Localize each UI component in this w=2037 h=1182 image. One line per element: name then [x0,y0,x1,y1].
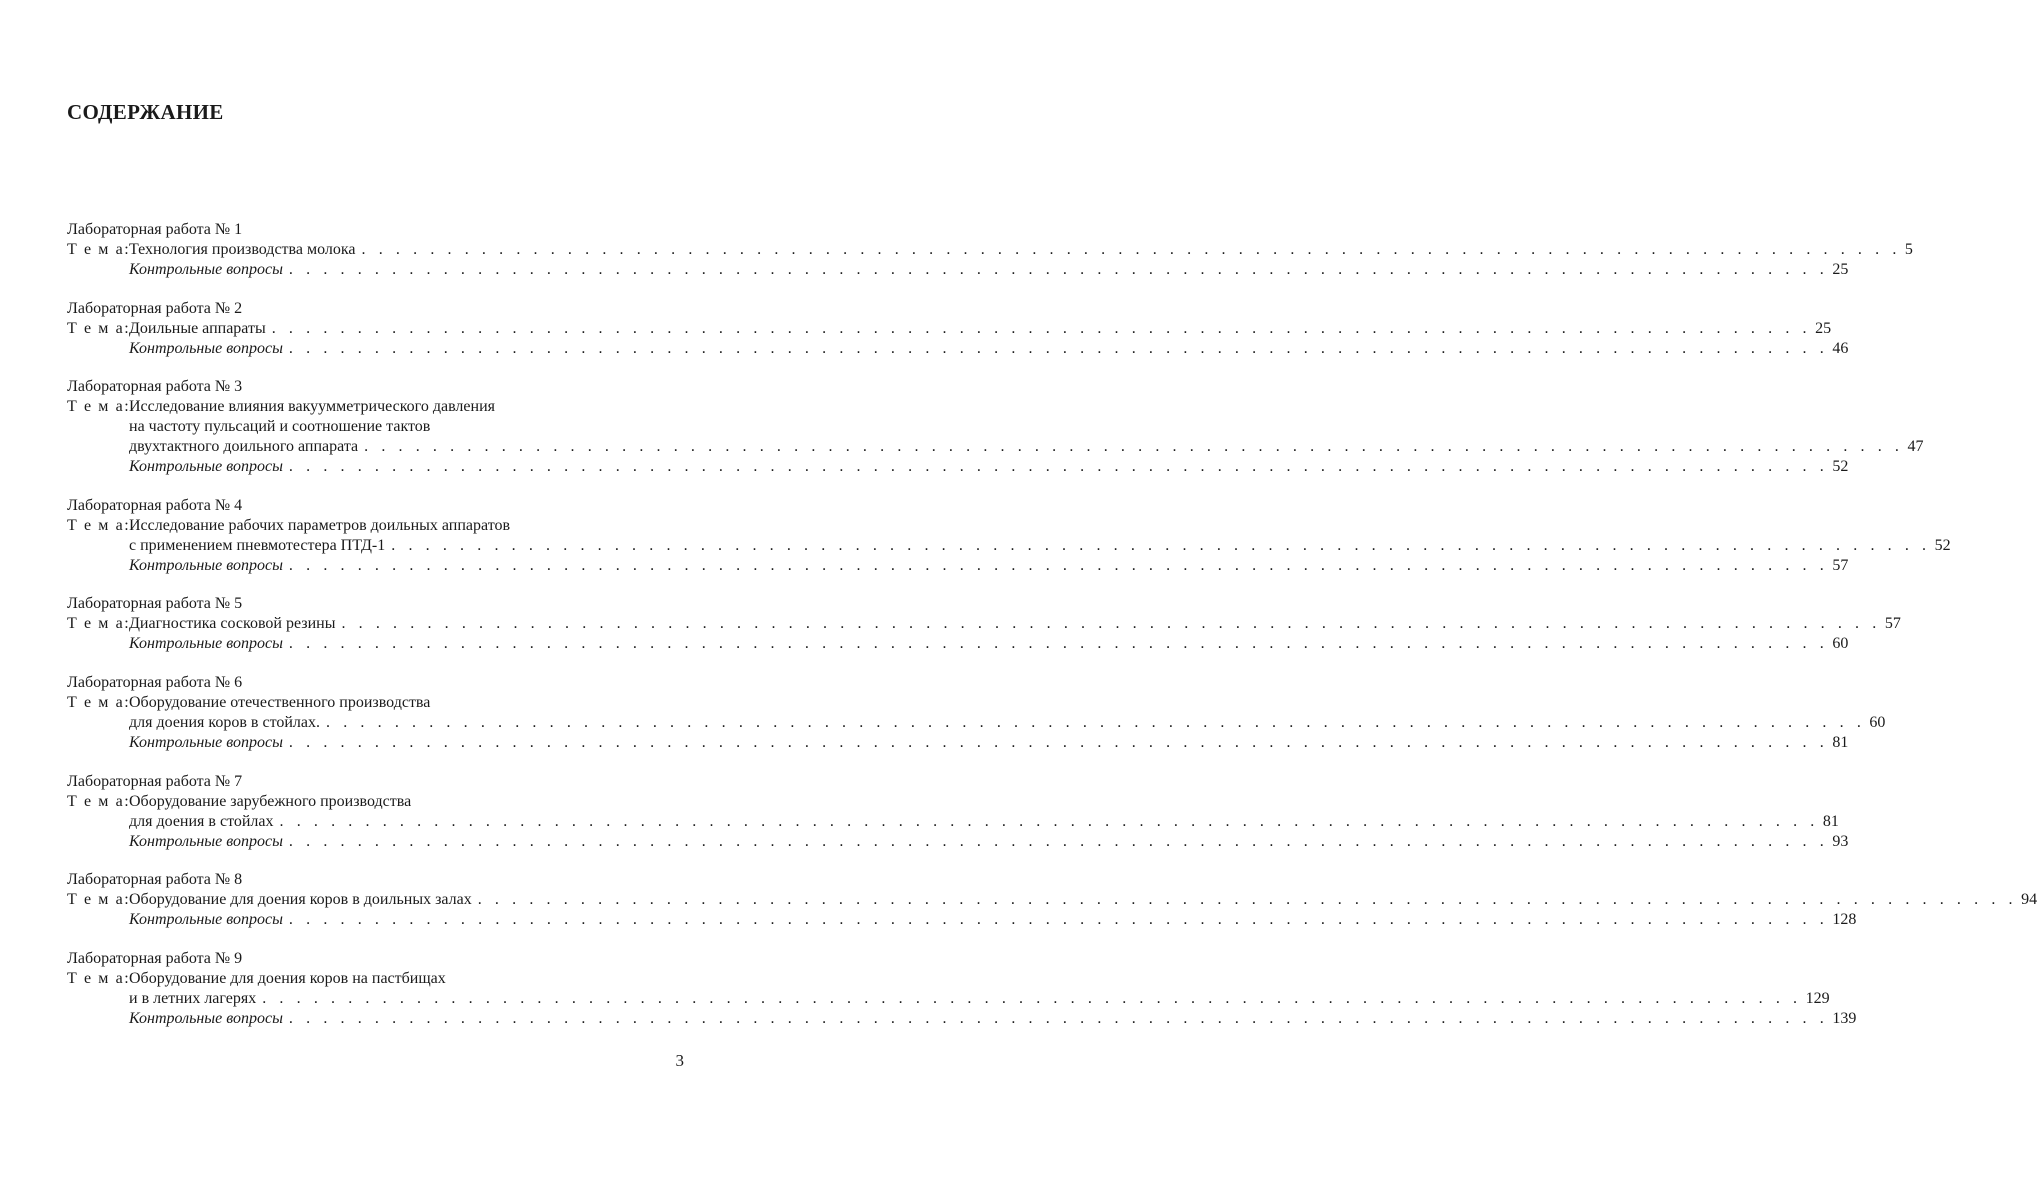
topic-title: Оборудование для доения коров в доильных залах [129,891,472,909]
indent [67,536,129,556]
leader-dots: . . . . . . . . . . . . . . . . . . . . . . . . . . . . . . . . . . . . . . . . . . . . . . . . . . . . . . . . . . . . . . . . . . . . . . . . . . . . . . . . . . . . . . . . . . [288,458,1829,476]
leader-dots: . . . . . . . . . . . . . . . . . . . . . . . . . . . . . . . . . . . . . . . . . . . . . . . . . . . . . . . . . . . . . . . . . . . . . . . . . . . . . . . . . . . . . . . . . . [288,911,1829,929]
topic-line [67,417,684,437]
indent [67,713,129,733]
leader-dots: . . . . . . . . . . . . . . . . . . . . . . . . . . . . . . . . . . . . . . . . . . . . . . . . . . . . . . . . . . . . . . . . . . . . . . . . . . . . . . . . . . . . . . . . . . [288,1009,1829,1027]
topic-title: Исследование влияния вакуумметрического давления [129,398,495,416]
toc-section [67,949,1857,1029]
section-heading: Лабораторная работа № 5 [67,595,243,613]
topic-page-number: 5 [1904,241,1913,258]
questions-label: Контрольные вопросы [129,339,283,357]
toc-section [67,377,1924,477]
topic-title: и в летних лагерях [129,989,257,1007]
leader-dots: . . . . . . . . . . . . . . . . . . . . . . . . . . . . . . . . . . . . . . . . . . . . . . . . . . . . . . . . . . . . . . . . . . . . . . . . . . . . . . . . . . . . . . . . . . [288,733,1829,751]
topic-prefix: Т е м а: [67,241,131,258]
topic-page-number: 47 [1907,438,1924,456]
questions-line [67,1009,1857,1029]
topic-line [67,397,684,417]
indent [67,417,129,437]
topic-line [67,693,684,713]
leader-dots: . . . . . . . . . . . . . . . . . . . . . . . . . . . . . . . . . . . . . . . . . . . . . . . . . . . . . . . . . . . . . . . . . . . . . . . . . . . . . . . . . . . . . . . . . . [326,713,1866,731]
questions-page-number: 128 [1832,911,1857,929]
topic-line [67,536,1951,556]
questions-line [67,634,1849,654]
topic-page-number: 81 [1822,812,1839,830]
topic-title: на частоту пульсаций и соотношение тактов [129,418,431,436]
topic-title: для доения в стойлах [129,812,274,830]
section-heading: Лабораторная работа № 3 [67,378,243,396]
leader-dots: . . . . . . . . . . . . . . . . . . . . . . . . . . . . . . . . . . . . . . . . . . . . . . . . . . . . . . . . . . . . . . . . . . . . . . . . . . . . . . . . . . . . . . . . . . [279,812,1819,830]
topic-line [67,319,1832,339]
leader-dots: . . . . . . . . . . . . . . . . . . . . . . . . . . . . . . . . . . . . . . . . . . . . . . . . . . . . . . . . . . . . . . . . . . . . . . . . . . . . . . . . . . . . . . . . . . [391,536,1931,554]
section-heading: Лабораторная работа № 4 [67,496,243,514]
topic-title: Исследование рабочих параметров доильных аппаратов [129,516,511,534]
section-heading: Лабораторная работа № 8 [67,871,243,889]
topic-prefix: Т е м а: [67,516,131,534]
topic-line [67,812,1839,832]
topic-page-number: 129 [1805,989,1830,1007]
questions-page-number: 25 [1832,261,1849,278]
toc-section [67,870,2037,930]
questions-page-number: 81 [1832,733,1849,751]
leader-dots: . . . . . . . . . . . . . . . . . . . . . . . . . . . . . . . . . . . . . . . . . . . . . . . . . . . . . . . . . . . . . . . . . . . . . . . . . . . . . . . . . . . . . . . . . . [271,319,1812,337]
leader-dots: . . . . . . . . . . . . . . . . . . . . . . . . . . . . . . . . . . . . . . . . . . . . . . . . . . . . . . . . . . . . . . . . . . . . . . . . . . . . . . . . . . . . . . . . . . [288,832,1829,850]
leader-dots: . . . . . . . . . . . . . . . . . . . . . . . . . . . . . . . . . . . . . . . . . . . . . . . . . . . . . . . . . . . . . . . . . . . . . . . . . . . . . . . . . . . . . . . . . . [288,261,1829,278]
topic-title: Диагностика сосковой резины [129,615,336,633]
topic-page-number: 57 [1884,615,1901,633]
toc-section [67,496,1951,576]
topic-line [67,614,1901,634]
questions-line [67,339,1849,359]
leader-dots: . . . . . . . . . . . . . . . . . . . . . . . . . . . . . . . . . . . . . . . . . . . . . . . . . . . . . . . . . . . . . . . . . . . . . . . . . . . . . . . . . . . . . . . . . . [477,891,2018,909]
leader-dots: . . . . . . . . . . . . . . . . . . . . . . . . . . . . . . . . . . . . . . . . . . . . . . . . . . . . . . . . . . . . . . . . . . . . . . . . . . . . . . . . . . . . . . . . . . [288,556,1829,574]
indent [67,437,129,457]
leader-dots: . . . . . . . . . . . . . . . . . . . . . . . . . . . . . . . . . . . . . . . . . . . . . . . . . . . . . . . . . . . . . . . . . . . . . . . . . . . . . . . . . . . . . . . . . . [341,615,1881,633]
questions-label: Контрольные вопросы [129,458,283,476]
topic-title: Оборудование зарубежного производства [129,792,412,810]
indent [67,910,129,930]
questions-line [67,260,1849,280]
topic-title: Оборудование отечественного производства [129,693,431,711]
topic-title: с применением пневмотестера ПТД-1 [129,536,386,554]
leader-dots: . . . . . . . . . . . . . . . . . . . . . . . . . . . . . . . . . . . . . . . . . . . . . . . . . . . . . . . . . . . . . . . . . . . . . . . . . . . . . . . . . . . . . . . . . . [364,438,1904,456]
page-number: 3 [675,1051,684,1070]
topic-line [67,713,1886,733]
questions-label: Контрольные вопросы [129,261,283,278]
topic-line [67,516,684,536]
topic-title: двухтактного доильного аппарата [129,438,359,456]
topic-line [67,989,1830,1009]
topic-page-number: 52 [1934,536,1951,554]
questions-line [67,910,1857,930]
section-heading: Лабораторная работа № 2 [67,299,243,317]
topic-page-number: 25 [1815,319,1832,337]
leader-dots: . . . . . . . . . . . . . . . . . . . . . . . . . . . . . . . . . . . . . . . . . . . . . . . . . . . . . . . . . . . . . . . . . . . . . . . . . . . . . . . . . . . . . . . . . . [262,989,1802,1007]
toc-section [67,772,1849,852]
indent [67,989,129,1009]
topic-prefix: Т е м а: [67,319,131,337]
topic-prefix: Т е м а: [67,398,131,416]
topic-page-number: 94 [2021,891,2037,909]
questions-page-number: 57 [1832,556,1849,574]
questions-page-number: 60 [1832,635,1849,653]
topic-line [67,437,1924,457]
indent [67,733,129,753]
leader-dots: . . . . . . . . . . . . . . . . . . . . . . . . . . . . . . . . . . . . . . . . . . . . . . . . . . . . . . . . . . . . . . . . . . . . . . . . . . . . . . . . . . . . . . . . . . [288,339,1829,357]
questions-line [67,733,1849,753]
questions-label: Контрольные вопросы [129,733,283,751]
topic-prefix: Т е м а: [67,969,131,987]
questions-label: Контрольные вопросы [129,635,283,653]
topic-title: Оборудование для доения коров на пастбищах [129,969,446,987]
page-title: СОДЕРЖАНИЕ [67,100,224,124]
indent [67,832,129,852]
indent [67,457,129,477]
topic-line [67,890,2037,910]
questions-page-number: 93 [1832,832,1849,850]
questions-line [67,832,1849,852]
topic-prefix: Т е м а: [67,693,131,711]
questions-label: Контрольные вопросы [129,911,283,929]
indent [67,260,129,280]
leader-dots: . . . . . . . . . . . . . . . . . . . . . . . . . . . . . . . . . . . . . . . . . . . . . . . . . . . . . . . . . . . . . . . . . . . . . . . . . . . . . . . . . . . . . . . . . . [288,635,1829,653]
toc-section [67,673,1886,753]
toc-section [67,594,1901,654]
topic-title: для доения коров в стойлах. [129,713,321,731]
topic-prefix: Т е м а: [67,615,131,633]
toc-section [67,220,1913,280]
questions-line [67,457,1849,477]
questions-label: Контрольные вопросы [129,556,283,574]
leader-dots: . . . . . . . . . . . . . . . . . . . . . . . . . . . . . . . . . . . . . . . . . . . . . . . . . . . . . . . . . . . . . . . . . . . . . . . . . . . . . . . . . . . . . . . . . . [361,241,1901,258]
indent [67,556,129,576]
indent [67,812,129,832]
topic-title: Технология производства молока [129,241,356,258]
questions-line [67,556,1849,576]
questions-label: Контрольные вопросы [129,1009,283,1027]
section-heading: Лабораторная работа № 6 [67,673,243,691]
questions-page-number: 46 [1832,339,1849,357]
topic-title: Доильные аппараты [129,319,266,337]
topic-line [67,792,684,812]
indent [67,634,129,654]
toc-section [67,299,1849,359]
indent [67,1009,129,1029]
section-heading: Лабораторная работа № 9 [67,949,243,967]
topic-prefix: Т е м а: [67,792,131,810]
table-of-contents [67,220,2037,1047]
questions-page-number: 139 [1832,1009,1857,1027]
topic-prefix: Т е м а: [67,891,131,909]
questions-page-number: 52 [1832,458,1849,476]
indent [67,339,129,359]
topic-page-number: 60 [1869,713,1886,731]
topic-line [67,969,684,989]
section-heading: Лабораторная работа № 7 [67,772,243,790]
topic-line [67,240,1913,260]
section-heading: Лабораторная работа № 1 [67,221,243,238]
questions-label: Контрольные вопросы [129,832,283,850]
